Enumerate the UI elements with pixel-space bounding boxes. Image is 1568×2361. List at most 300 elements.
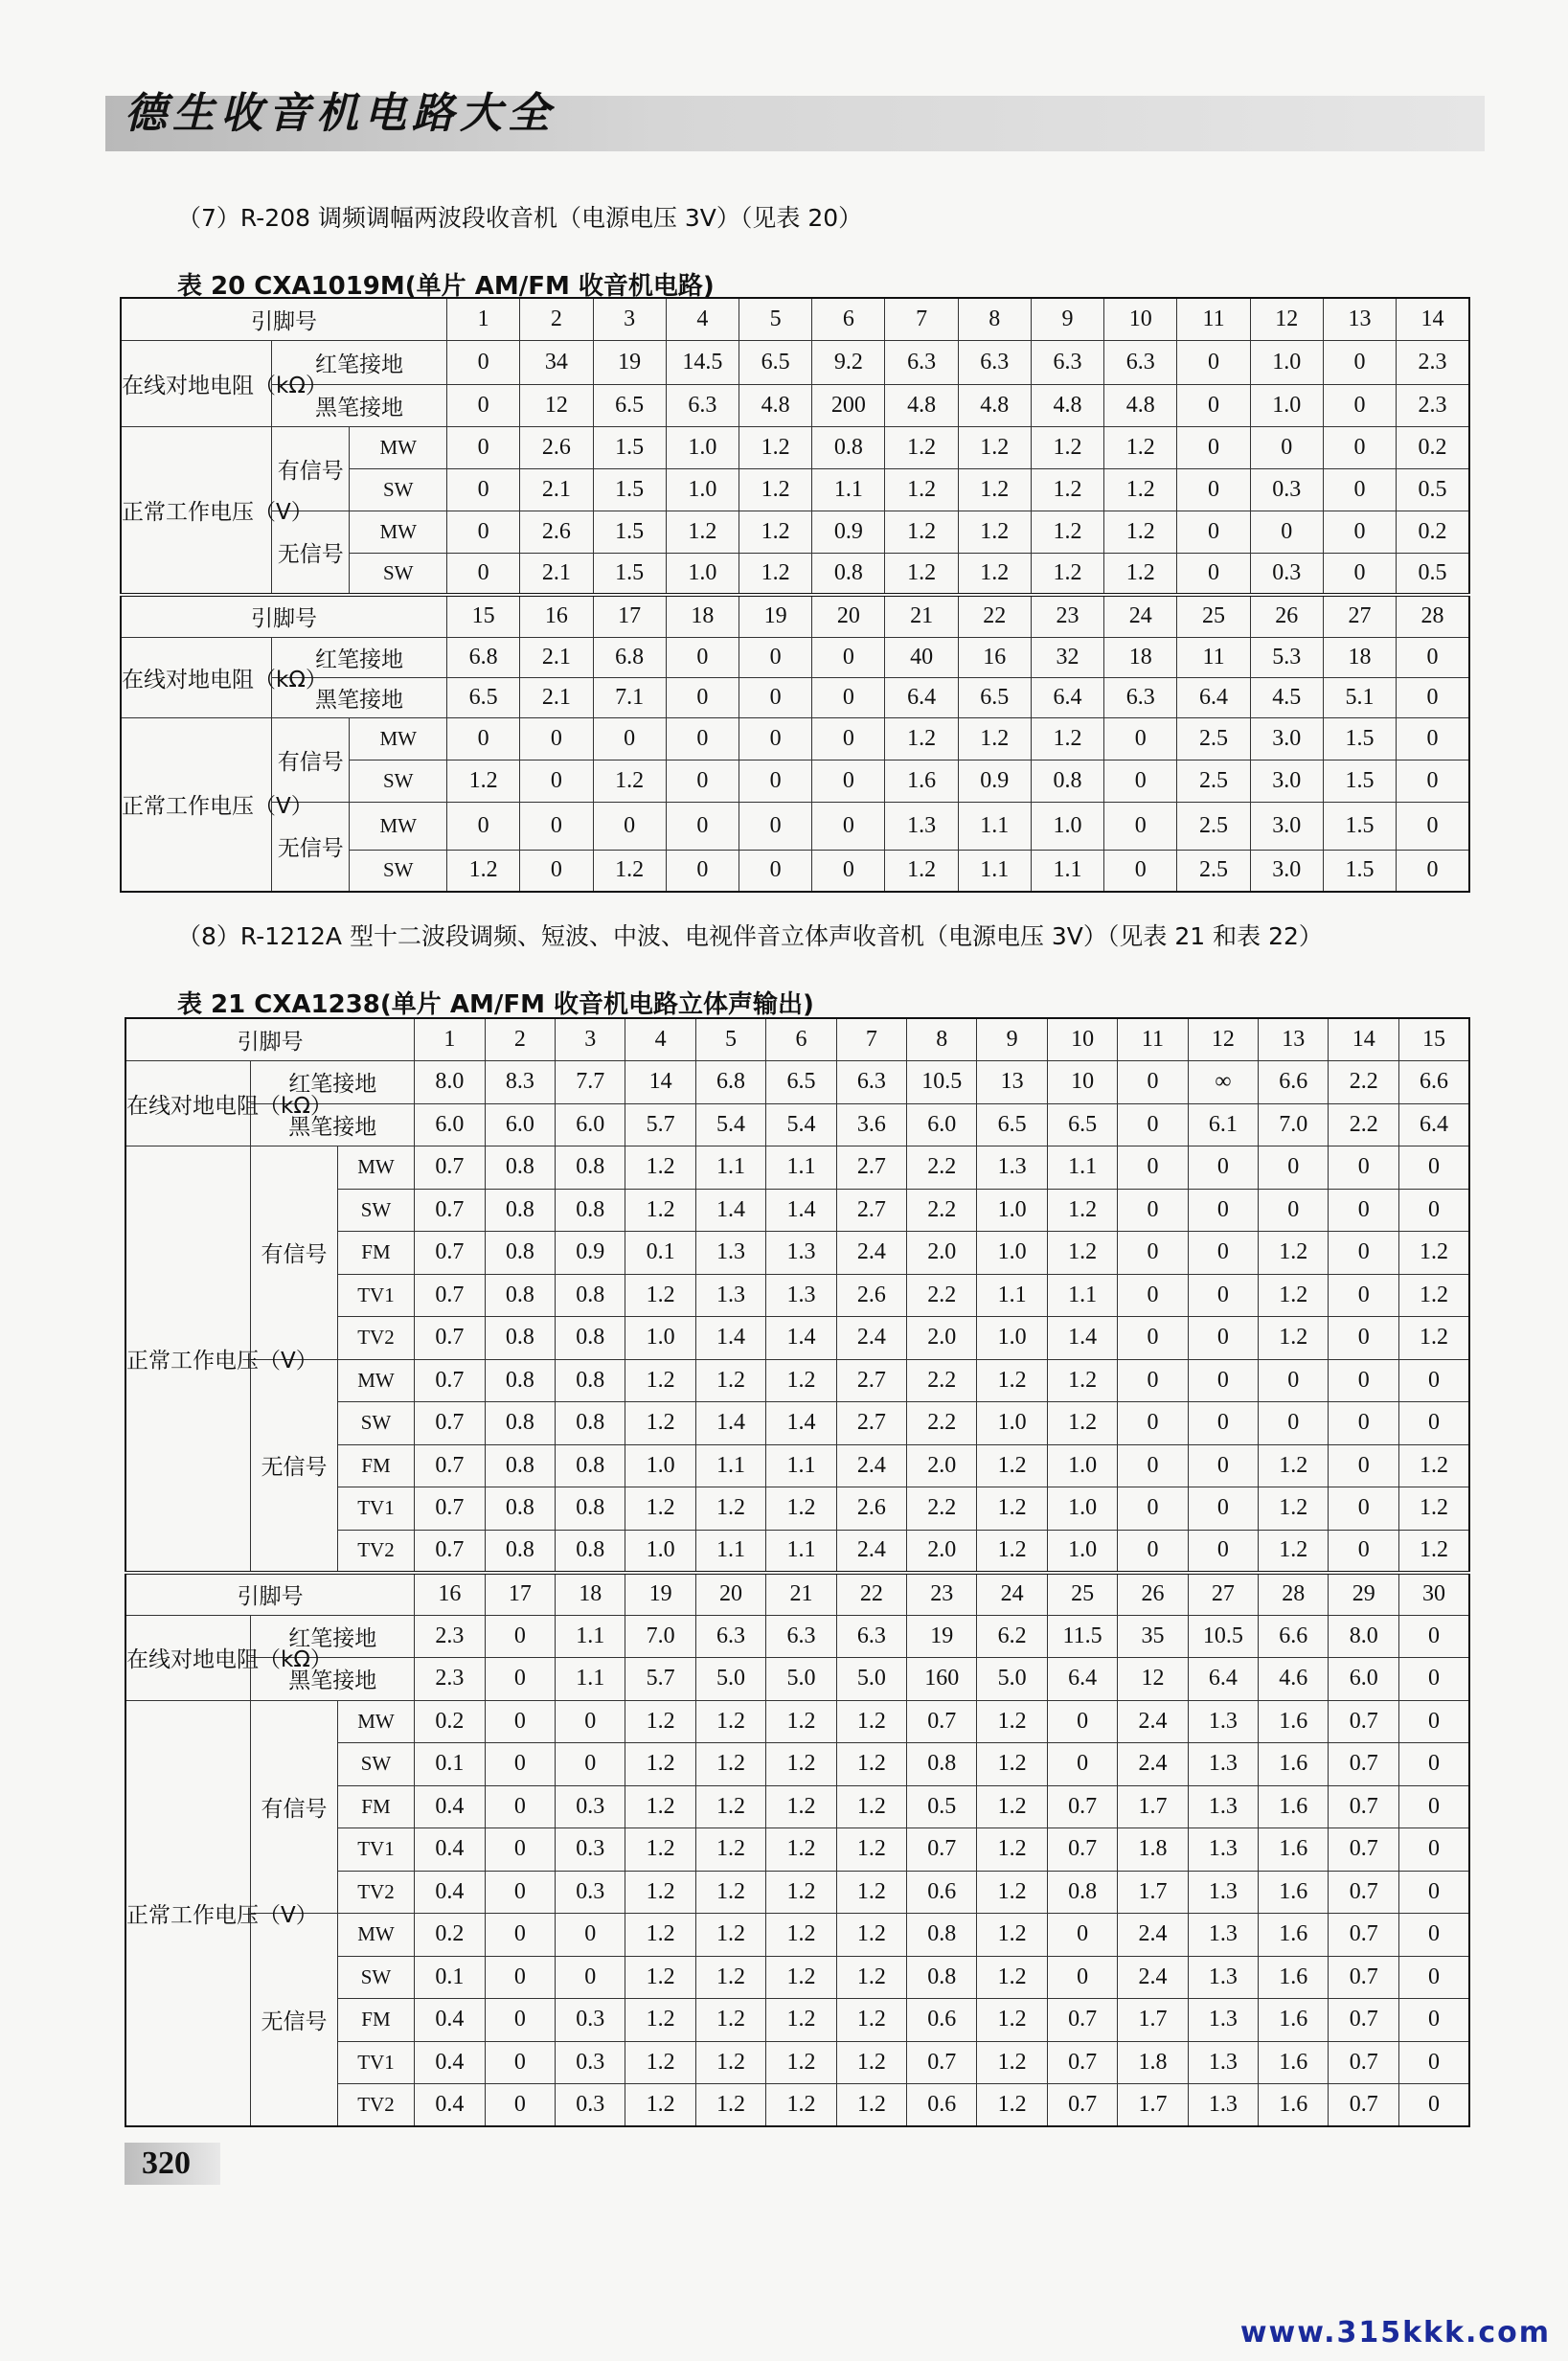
value-cell: 1.2 (766, 1914, 836, 1957)
value-cell: 3.6 (836, 1103, 906, 1146)
value-cell: 0.8 (485, 1487, 555, 1531)
value-cell: 1.2 (1398, 1444, 1469, 1487)
value-cell: 20 (695, 1573, 765, 1616)
value-cell: 0.7 (1047, 1785, 1117, 1828)
value-cell: 3.0 (1250, 850, 1323, 892)
value-cell: 24 (977, 1573, 1047, 1616)
value-cell: 0.8 (556, 1359, 625, 1402)
value-cell: 4 (625, 1018, 695, 1061)
value-cell: 0.4 (415, 1871, 485, 1914)
value-cell: 1.0 (977, 1317, 1047, 1360)
value-cell: 0 (556, 1956, 625, 1999)
value-cell: 1.2 (695, 1785, 765, 1828)
value-cell: 1.2 (977, 1828, 1047, 1872)
value-cell: 18 (666, 595, 739, 637)
resistance-label: 在线对地电阻（kΩ） (125, 1615, 251, 1700)
value-cell: 6.5 (739, 340, 811, 384)
value-cell: 5 (695, 1018, 765, 1061)
value-cell: 0 (1397, 802, 1469, 850)
value-cell: 14 (625, 1061, 695, 1104)
value-cell: 0 (520, 850, 593, 892)
value-cell: 6.0 (907, 1103, 977, 1146)
value-cell: 0 (1398, 1828, 1469, 1872)
value-cell: 27 (1188, 1573, 1258, 1616)
value-cell: 0 (812, 677, 885, 717)
value-cell: 1.5 (1323, 760, 1396, 802)
value-cell: 0 (739, 677, 811, 717)
value-cell: 0 (1118, 1232, 1188, 1275)
value-cell: 2.1 (520, 553, 593, 595)
value-cell: 0 (1329, 1444, 1398, 1487)
value-cell: 1.2 (666, 511, 739, 553)
value-cell: 4.8 (1031, 384, 1103, 426)
table-row (121, 384, 1469, 426)
value-cell: 4.8 (885, 384, 958, 426)
value-cell: 1.2 (1259, 1487, 1329, 1531)
value-cell: 19 (593, 340, 666, 384)
value-cell: 21 (766, 1573, 836, 1616)
value-cell: 1.6 (1259, 2084, 1329, 2127)
value-cell: 1.1 (977, 1274, 1047, 1317)
value-cell: 6.8 (695, 1061, 765, 1104)
value-cell: 0.2 (1397, 511, 1469, 553)
with-signal-label: 有信号 (251, 1146, 338, 1360)
band-label: SW (337, 1743, 414, 1786)
value-cell: 1.2 (1047, 1359, 1117, 1402)
table-row (125, 1615, 1469, 1658)
value-cell: 35 (1118, 1615, 1188, 1658)
value-cell: 0 (1329, 1146, 1398, 1190)
value-cell: 0.8 (812, 553, 885, 595)
value-cell: 1.0 (1047, 1444, 1117, 1487)
value-cell: 0 (739, 802, 811, 850)
value-cell: 0 (447, 340, 520, 384)
value-cell: 0.7 (415, 1146, 485, 1190)
value-cell: 2.6 (836, 1487, 906, 1531)
value-cell: 1.2 (766, 2041, 836, 2084)
value-cell: 6.3 (1031, 340, 1103, 384)
value-cell: 1.2 (625, 1274, 695, 1317)
value-cell: 0.3 (556, 2084, 625, 2127)
value-cell: 0 (485, 2041, 555, 2084)
value-cell: 2.7 (836, 1402, 906, 1445)
value-cell: 0.8 (556, 1402, 625, 1445)
value-cell: 0 (1398, 1615, 1469, 1658)
value-cell: 0.2 (415, 1700, 485, 1743)
value-cell: 0.3 (556, 1828, 625, 1872)
value-cell: 26 (1250, 595, 1323, 637)
table-20 (120, 297, 1470, 893)
value-cell: 1.6 (885, 760, 958, 802)
value-cell: 5.3 (1250, 637, 1323, 677)
value-cell: 1.2 (836, 2041, 906, 2084)
value-cell: 1.3 (766, 1232, 836, 1275)
value-cell: 6.3 (885, 340, 958, 384)
value-cell: 1.1 (766, 1530, 836, 1573)
value-cell: 1.1 (766, 1444, 836, 1487)
value-cell: 10 (1047, 1018, 1117, 1061)
value-cell: 0.8 (556, 1189, 625, 1232)
table-row (121, 802, 1469, 850)
table-row (121, 595, 1469, 637)
value-cell: 1.0 (1250, 384, 1323, 426)
value-cell: 0 (520, 802, 593, 850)
value-cell: 23 (1031, 595, 1103, 637)
value-cell: 1.2 (885, 717, 958, 760)
value-cell: 0 (739, 760, 811, 802)
band-label: TV2 (337, 1530, 414, 1573)
voltage-label: 正常工作电压（V） (125, 1146, 251, 1573)
page-number: 320 (125, 2143, 220, 2185)
value-cell: 0.4 (415, 2041, 485, 2084)
value-cell: 0.7 (415, 1359, 485, 1402)
value-cell: 1.2 (1104, 553, 1177, 595)
value-cell: 10 (1104, 298, 1177, 340)
value-cell: 1.2 (695, 2084, 765, 2127)
value-cell: 0.3 (556, 1999, 625, 2042)
value-cell: 0 (1329, 1530, 1398, 1573)
value-cell: 0 (1188, 1530, 1258, 1573)
value-cell: 0 (1047, 1743, 1117, 1786)
resistance-label: 在线对地电阻（kΩ） (125, 1061, 251, 1146)
value-cell: 2.5 (1177, 802, 1250, 850)
value-cell: 1.2 (625, 2084, 695, 2127)
value-cell: 0 (1118, 1146, 1188, 1190)
value-cell: 5.0 (977, 1658, 1047, 1701)
value-cell: 0.7 (415, 1232, 485, 1275)
red-probe-label: 红笔接地 (272, 340, 447, 384)
value-cell: 21 (885, 595, 958, 637)
value-cell: 0 (666, 802, 739, 850)
value-cell: 1.2 (836, 1871, 906, 1914)
value-cell: 28 (1259, 1573, 1329, 1616)
value-cell: 0.7 (1047, 2041, 1117, 2084)
value-cell: 1.2 (447, 760, 520, 802)
with-signal-label: 有信号 (272, 717, 350, 802)
value-cell: 0 (1323, 340, 1396, 384)
band-label: FM (337, 1444, 414, 1487)
value-cell: 6.4 (885, 677, 958, 717)
value-cell: 0 (666, 760, 739, 802)
value-cell: 1.2 (885, 426, 958, 468)
value-cell: 1.2 (695, 1700, 765, 1743)
value-cell: 1.2 (695, 1999, 765, 2042)
value-cell: 1.2 (739, 511, 811, 553)
value-cell: 1.2 (836, 1785, 906, 1828)
value-cell: 1.6 (1259, 1956, 1329, 1999)
value-cell: 1.2 (885, 553, 958, 595)
value-cell: 0 (1329, 1274, 1398, 1317)
value-cell: 30 (1398, 1573, 1469, 1616)
value-cell: 0 (1047, 1914, 1117, 1957)
value-cell: 1.2 (625, 1828, 695, 1872)
value-cell: 1.2 (739, 553, 811, 595)
value-cell: 1.0 (977, 1402, 1047, 1445)
value-cell: 1.2 (1031, 511, 1103, 553)
value-cell: 1.2 (977, 1785, 1047, 1828)
value-cell: 27 (1323, 595, 1396, 637)
value-cell: 0.9 (812, 511, 885, 553)
value-cell: 4.5 (1250, 677, 1323, 717)
value-cell: 8.0 (415, 1061, 485, 1104)
value-cell: 1.4 (1047, 1317, 1117, 1360)
value-cell: 6.8 (447, 637, 520, 677)
value-cell: 0.7 (1329, 1999, 1398, 2042)
black-probe-label: 黑笔接地 (251, 1103, 415, 1146)
value-cell: 1.2 (695, 1956, 765, 1999)
value-cell: 0 (1398, 1956, 1469, 1999)
value-cell: 2.7 (836, 1189, 906, 1232)
no-signal-label: 无信号 (272, 511, 350, 595)
value-cell: 2.5 (1177, 717, 1250, 760)
value-cell: 1.8 (1118, 2041, 1188, 2084)
value-cell: 0.9 (958, 760, 1031, 802)
value-cell: 0 (1188, 1146, 1258, 1190)
value-cell: 6.3 (836, 1061, 906, 1104)
value-cell: 1.2 (1259, 1317, 1329, 1360)
value-cell: 6.2 (977, 1615, 1047, 1658)
value-cell: 1.2 (977, 1999, 1047, 2042)
value-cell: 0 (1118, 1359, 1188, 1402)
value-cell: 0.7 (907, 2041, 977, 2084)
with-signal-label: 有信号 (251, 1700, 338, 1914)
value-cell: 10.5 (907, 1061, 977, 1104)
value-cell: 1.1 (766, 1146, 836, 1190)
band-label: SW (350, 760, 447, 802)
value-cell: 0.3 (556, 1871, 625, 1914)
value-cell: 0 (666, 637, 739, 677)
value-cell: 0 (1323, 553, 1396, 595)
value-cell: 0 (1188, 1317, 1258, 1360)
value-cell: 1.2 (1031, 468, 1103, 511)
table-row (125, 1146, 1469, 1190)
value-cell: 1.7 (1118, 2084, 1188, 2127)
value-cell: 1.1 (1047, 1146, 1117, 1190)
value-cell: 2.7 (836, 1146, 906, 1190)
value-cell: 1.5 (593, 553, 666, 595)
value-cell: 1.0 (1250, 340, 1323, 384)
value-cell: 0.7 (1329, 1828, 1398, 1872)
value-cell: 0.1 (415, 1743, 485, 1786)
value-cell: 7.0 (1259, 1103, 1329, 1146)
band-label: MW (337, 1146, 414, 1190)
band-label: TV2 (337, 2084, 414, 2127)
value-cell: 0.7 (1329, 1956, 1398, 1999)
value-cell: 1.2 (1259, 1444, 1329, 1487)
value-cell: 5.0 (695, 1658, 765, 1701)
value-cell: 6.5 (958, 677, 1031, 717)
value-cell: 0 (1323, 511, 1396, 553)
voltage-label: 正常工作电压（V） (121, 717, 272, 892)
value-cell: 1.2 (977, 1487, 1047, 1531)
value-cell: 1.2 (977, 1871, 1047, 1914)
value-cell: 0.2 (415, 1914, 485, 1957)
value-cell: 1.2 (625, 1785, 695, 1828)
value-cell: 1.3 (695, 1274, 765, 1317)
value-cell: 0 (1398, 1914, 1469, 1957)
value-cell: 1.2 (1031, 426, 1103, 468)
value-cell: 1.4 (766, 1189, 836, 1232)
value-cell: 9 (977, 1018, 1047, 1061)
value-cell: 0 (1323, 468, 1396, 511)
value-cell: 1.2 (977, 1914, 1047, 1957)
value-cell: 6.3 (836, 1615, 906, 1658)
value-cell: 0 (485, 1999, 555, 2042)
value-cell: 1.3 (1188, 1956, 1258, 1999)
value-cell: 1.3 (1188, 1871, 1258, 1914)
pin-header: 引脚号 (125, 1573, 415, 1616)
value-cell: 11 (1177, 298, 1250, 340)
value-cell: 11 (1177, 637, 1250, 677)
value-cell: 1.2 (836, 2084, 906, 2127)
value-cell: 6.0 (485, 1103, 555, 1146)
value-cell: 1.4 (695, 1402, 765, 1445)
value-cell: 0.7 (1329, 1743, 1398, 1786)
value-cell: 0.8 (556, 1444, 625, 1487)
value-cell: 1.1 (1047, 1274, 1117, 1317)
black-probe-label: 黑笔接地 (251, 1658, 415, 1701)
band-label: TV1 (337, 1487, 414, 1531)
value-cell: 1.3 (977, 1146, 1047, 1190)
value-cell: 0.3 (1250, 468, 1323, 511)
table-row (121, 677, 1469, 717)
value-cell: 0 (1118, 1103, 1188, 1146)
value-cell: 1.2 (1047, 1232, 1117, 1275)
value-cell: 18 (556, 1573, 625, 1616)
value-cell: 1.0 (1031, 802, 1103, 850)
value-cell: 14.5 (666, 340, 739, 384)
value-cell: 5.7 (625, 1658, 695, 1701)
value-cell: 1.2 (695, 1743, 765, 1786)
table-21-caption: 表 21 CXA1238(单片 AM/FM 收音机电路立体声输出) (177, 990, 814, 1019)
value-cell: 0 (1118, 1487, 1188, 1531)
value-cell: 0.8 (556, 1317, 625, 1360)
value-cell: 1.6 (1259, 1871, 1329, 1914)
value-cell: 0 (1177, 426, 1250, 468)
value-cell: 0.8 (907, 1743, 977, 1786)
value-cell: 1.0 (666, 426, 739, 468)
value-cell: 9 (1031, 298, 1103, 340)
value-cell: 0 (1104, 760, 1177, 802)
value-cell: 0 (485, 1785, 555, 1828)
value-cell: 0 (1047, 1700, 1117, 1743)
voltage-label: 正常工作电压（V） (125, 1700, 251, 2126)
value-cell: 14 (1397, 298, 1469, 340)
value-cell: 2.4 (1118, 1956, 1188, 1999)
value-cell: 1.0 (1047, 1530, 1117, 1573)
value-cell: 19 (739, 595, 811, 637)
band-label: SW (350, 850, 447, 892)
resistance-label: 在线对地电阻（kΩ） (121, 637, 272, 717)
value-cell: 0.7 (1329, 1871, 1398, 1914)
value-cell: 1.2 (1104, 468, 1177, 511)
value-cell: 3.0 (1250, 717, 1323, 760)
value-cell: 1.2 (1104, 426, 1177, 468)
table-row (125, 1700, 1469, 1743)
value-cell: 1.2 (1398, 1232, 1469, 1275)
value-cell: 12 (1188, 1018, 1258, 1061)
value-cell: 0.4 (415, 1785, 485, 1828)
value-cell: 0 (739, 717, 811, 760)
value-cell: 0.3 (1250, 553, 1323, 595)
value-cell: 0.8 (485, 1444, 555, 1487)
value-cell: 1.2 (977, 1700, 1047, 1743)
value-cell: 6.4 (1031, 677, 1103, 717)
value-cell: 2.7 (836, 1359, 906, 1402)
value-cell: 2.2 (907, 1359, 977, 1402)
value-cell: 0 (447, 468, 520, 511)
value-cell: 0.7 (907, 1700, 977, 1743)
value-cell: 7.7 (556, 1061, 625, 1104)
value-cell: 34 (520, 340, 593, 384)
value-cell: 2.4 (836, 1444, 906, 1487)
value-cell: 0 (485, 1743, 555, 1786)
value-cell: 1.4 (766, 1402, 836, 1445)
value-cell: 1.5 (1323, 850, 1396, 892)
value-cell: 1.2 (836, 1700, 906, 1743)
value-cell: 0 (1188, 1444, 1258, 1487)
value-cell: 0 (1329, 1487, 1398, 1531)
value-cell: 1.2 (1031, 717, 1103, 760)
value-cell: 1.2 (1259, 1530, 1329, 1573)
value-cell: 1.2 (447, 850, 520, 892)
table-row (125, 1103, 1469, 1146)
pin-header: 引脚号 (121, 595, 447, 637)
table-row (121, 340, 1469, 384)
value-cell: 0 (447, 384, 520, 426)
value-cell: 2.5 (1177, 760, 1250, 802)
value-cell: 13 (977, 1061, 1047, 1104)
value-cell: 1.2 (977, 1359, 1047, 1402)
value-cell: 1.2 (836, 1743, 906, 1786)
value-cell: 1.0 (977, 1232, 1047, 1275)
value-cell: 0 (666, 850, 739, 892)
value-cell: 1.2 (1104, 511, 1177, 553)
value-cell: 1.2 (625, 2041, 695, 2084)
value-cell: 1.4 (695, 1189, 765, 1232)
value-cell: 1.2 (766, 1487, 836, 1531)
value-cell: 0 (1118, 1530, 1188, 1573)
value-cell: 0 (556, 1743, 625, 1786)
value-cell: 3.0 (1250, 802, 1323, 850)
value-cell: 1.3 (1188, 1999, 1258, 2042)
value-cell: 1 (447, 298, 520, 340)
value-cell: 1.1 (1031, 850, 1103, 892)
value-cell: 1.2 (977, 1444, 1047, 1487)
value-cell: 0.1 (415, 1956, 485, 1999)
value-cell: 0 (1397, 677, 1469, 717)
value-cell: 4.8 (958, 384, 1031, 426)
value-cell: 0 (1398, 2084, 1469, 2127)
value-cell: 16 (415, 1573, 485, 1616)
value-cell: 2.3 (415, 1658, 485, 1701)
value-cell: 15 (447, 595, 520, 637)
value-cell: 4.6 (1259, 1658, 1329, 1701)
value-cell: 1.3 (1188, 1914, 1258, 1957)
value-cell: 160 (907, 1658, 977, 1701)
value-cell: 0 (1398, 1743, 1469, 1786)
value-cell: 0.8 (485, 1232, 555, 1275)
table-row (125, 1359, 1469, 1402)
value-cell: 9.2 (812, 340, 885, 384)
value-cell: 10 (1047, 1061, 1117, 1104)
value-cell: 2 (520, 298, 593, 340)
value-cell: 6.6 (1259, 1061, 1329, 1104)
value-cell: 26 (1118, 1573, 1188, 1616)
value-cell: 0 (1177, 553, 1250, 595)
value-cell: 1.2 (836, 1914, 906, 1957)
value-cell: 0.7 (415, 1487, 485, 1531)
